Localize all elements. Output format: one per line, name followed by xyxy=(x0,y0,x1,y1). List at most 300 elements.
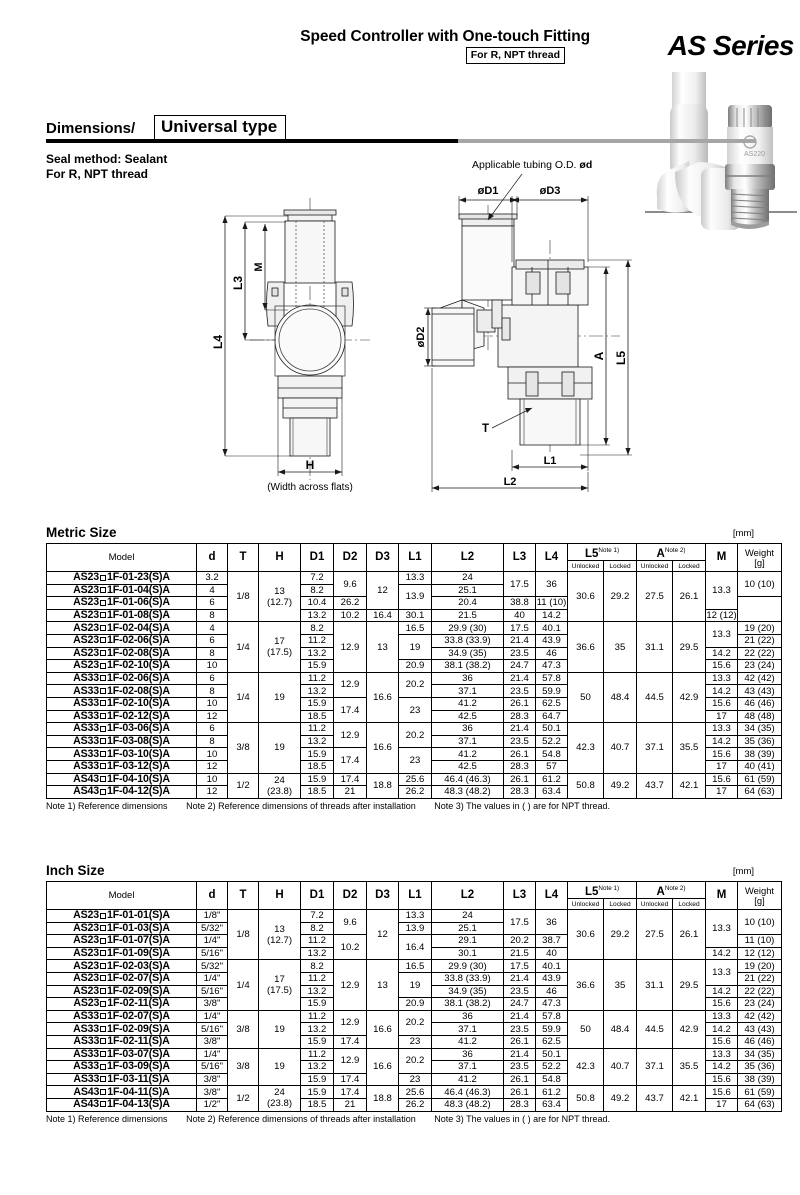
col-H: H xyxy=(259,882,301,910)
D3-cell: 16.6 xyxy=(367,1010,399,1048)
M-cell: 14.2 xyxy=(706,1061,738,1074)
D2-cell: 12.9 xyxy=(334,960,367,1010)
D1-cell: 15.9 xyxy=(301,773,334,786)
L4-cell: 52.2 xyxy=(536,735,568,748)
L5-unlocked-cell: 36.6 xyxy=(568,960,604,1010)
M-cell: 15.6 xyxy=(706,1073,738,1086)
model-cell: AS23 1F-01-01(S)A xyxy=(47,910,197,923)
L4-cell: 62.5 xyxy=(536,697,568,710)
T-cell: 1/8 xyxy=(228,572,259,622)
L2-cell: 41.2 xyxy=(432,1035,504,1048)
col-L5-locked: Locked xyxy=(604,899,637,910)
col-H: H xyxy=(259,544,301,572)
D1-cell: 8.2 xyxy=(301,584,334,597)
L5-locked-cell: 49.2 xyxy=(604,773,637,798)
L5-unlocked-cell: 50.8 xyxy=(568,773,604,798)
L3-cell: 26.1 xyxy=(504,773,536,786)
model-cell: AS23 1F-02-03(S)A xyxy=(47,960,197,973)
L2-cell: 36 xyxy=(432,1048,504,1061)
d-cell: 3/8" xyxy=(197,998,228,1011)
L3-cell: 21.4 xyxy=(504,723,536,736)
svg-text:L5: L5 xyxy=(614,350,628,366)
L5-unlocked-cell: 42.3 xyxy=(568,1048,604,1086)
A-unlocked-cell: 37.1 xyxy=(637,1048,673,1086)
L1-cell: 20.2 xyxy=(399,1048,432,1073)
L2-cell: 30.1 xyxy=(399,609,432,622)
T-cell: 1/2 xyxy=(228,773,259,798)
svg-text:(Width across flats): (Width across flats) xyxy=(267,482,353,493)
model-cell: AS43 1F-04-12(S)A xyxy=(47,786,197,799)
col-weight xyxy=(738,882,782,910)
A-unlocked-cell: 43.7 xyxy=(637,773,673,798)
model-cell: AS33 1F-02-12(S)A xyxy=(47,710,197,723)
thread-type-badge: For R, NPT thread xyxy=(466,47,565,64)
d-cell: 6 xyxy=(197,672,228,685)
seal-method-line1: Seal method: Sealant xyxy=(46,152,168,166)
col-L5-group xyxy=(568,544,637,561)
model-cell: AS23 1F-02-11(S)A xyxy=(47,998,197,1011)
H-cell: 19 xyxy=(259,723,301,773)
L2-cell: 33.8 (33.9) xyxy=(432,634,504,647)
L4-cell: 64.7 xyxy=(536,710,568,723)
L4-cell: 38.7 xyxy=(536,935,568,948)
L3-cell: 23.5 xyxy=(504,985,536,998)
page-title: Speed Controller with One-touch Fitting xyxy=(300,28,590,45)
M-cell: 13.3 xyxy=(706,910,738,948)
H-cell: 19 xyxy=(259,1048,301,1086)
L5-locked-cell: 49.2 xyxy=(604,1086,637,1111)
M-cell: 13.3 xyxy=(706,1010,738,1023)
variant-square-icon xyxy=(100,789,106,795)
note-3: Note 3) The values in ( ) are for NPT thread. xyxy=(434,1113,610,1124)
M-cell: 13.3 xyxy=(706,960,738,985)
L3-cell: 26.1 xyxy=(504,1073,536,1086)
L2-cell: 41.2 xyxy=(432,748,504,761)
L1-cell: 26.2 xyxy=(399,1098,432,1111)
L5-unlocked-cell: 50 xyxy=(568,1010,604,1048)
model-cell: AS23 1F-01-07(S)A xyxy=(47,935,197,948)
col-L1: L1 xyxy=(399,882,432,910)
L2-cell: 37.1 xyxy=(432,735,504,748)
model-cell: AS23 1F-01-03(S)A xyxy=(47,922,197,935)
d-cell: 5/16" xyxy=(197,985,228,998)
D1-cell: 8.2 xyxy=(301,960,334,973)
L5-locked-cell: 29.2 xyxy=(604,910,637,960)
L1-cell: 19 xyxy=(399,972,432,997)
L5-locked-cell: 48.4 xyxy=(604,672,637,722)
L1-cell: 23 xyxy=(399,1035,432,1048)
weight-cell: 11 (10) xyxy=(536,597,567,609)
A-locked-cell: 42.1 xyxy=(673,773,706,798)
variant-square-icon xyxy=(100,913,106,919)
series-suffix: Series xyxy=(712,30,794,61)
col-L3: L3 xyxy=(504,544,536,572)
L3-cell: 21.4 xyxy=(504,1010,536,1023)
inch-dimensions-table xyxy=(46,881,782,1112)
svg-text:L1: L1 xyxy=(543,455,557,467)
metric-dimensions-table xyxy=(46,543,782,799)
A-locked-cell: 42.1 xyxy=(673,1086,706,1111)
table-row xyxy=(47,910,782,923)
L5-unlocked-cell: 36.6 xyxy=(568,622,604,672)
D2-cell: 17.4 xyxy=(334,697,367,722)
svg-text:øD1: øD1 xyxy=(477,185,499,197)
L4-cell: 46 xyxy=(536,985,568,998)
D3-cell: 12 xyxy=(367,910,399,960)
H-cell: 24 (23.8) xyxy=(259,1086,301,1111)
L1-cell: 20.2 xyxy=(399,1010,432,1035)
L1-cell: 13.9 xyxy=(399,922,432,935)
variant-square-icon xyxy=(100,938,106,944)
H-cell: 13 (12.7) xyxy=(259,910,301,960)
d-cell: 12 xyxy=(197,760,228,773)
L2-cell: 38.1 (38.2) xyxy=(432,660,504,673)
L1-cell: 23 xyxy=(399,697,432,722)
L5-unlocked-cell: 50.8 xyxy=(568,1086,604,1111)
L1-cell: 16.4 xyxy=(367,609,399,622)
d-cell: 10 xyxy=(197,697,228,710)
svg-text:L3: L3 xyxy=(231,275,245,291)
T-cell: 3/8 xyxy=(228,1048,259,1086)
L3-cell: 21.4 xyxy=(504,1048,536,1061)
L4-cell: 40 xyxy=(504,609,536,622)
M-cell: 13.3 xyxy=(706,622,738,647)
weight-cell: 21 (22) xyxy=(738,972,782,985)
D3-cell: 12 xyxy=(367,572,399,610)
M-cell: 17 xyxy=(706,710,738,723)
M-cell: 14.2 xyxy=(536,609,568,622)
L5-locked-cell: 35 xyxy=(604,960,637,1010)
col-D1: D1 xyxy=(301,544,334,572)
d-cell: 6 xyxy=(197,723,228,736)
weight-cell: 61 (59) xyxy=(738,1086,782,1099)
col-L5-label: L5 xyxy=(584,885,599,898)
M-cell: 15.6 xyxy=(706,1035,738,1048)
model-cell: AS33 1F-03-09(S)A xyxy=(47,1061,197,1074)
variant-square-icon xyxy=(100,963,106,969)
M-cell: 15.6 xyxy=(706,773,738,786)
D3-cell: 16.6 xyxy=(367,672,399,722)
L3-cell: 26.1 xyxy=(504,748,536,761)
weight-cell: 34 (35) xyxy=(738,723,782,736)
L4-cell: 40.1 xyxy=(536,960,568,973)
svg-text:AS220: AS220 xyxy=(744,151,766,158)
col-L5-note: Note 1) xyxy=(598,884,620,892)
L2-cell: 26.2 xyxy=(334,597,367,610)
D1-cell: 11.2 xyxy=(301,672,334,685)
L4-cell: 50.1 xyxy=(536,723,568,736)
L3-cell: 23.5 xyxy=(504,1023,536,1036)
table-row xyxy=(47,622,782,635)
weight-cell: 46 (46) xyxy=(738,697,782,710)
L3-cell: 21.4 xyxy=(504,972,536,985)
D1-cell: 15.9 xyxy=(301,1086,334,1099)
variant-square-icon xyxy=(100,1101,106,1107)
weight-cell: 10 (10) xyxy=(738,910,782,935)
d-cell: 8 xyxy=(197,609,228,622)
D2-cell: 21 xyxy=(334,786,367,799)
D1-cell: 18.5 xyxy=(301,760,334,773)
col-L5-label: L5 xyxy=(584,547,599,560)
col-L5-unlocked: Unlocked xyxy=(568,899,604,910)
L5-unlocked-cell: 42.3 xyxy=(568,723,604,773)
L3-cell: 28.3 xyxy=(504,710,536,723)
L3-cell: 21.4 xyxy=(504,634,536,647)
L4-cell: 47.3 xyxy=(536,660,568,673)
col-A-label: A xyxy=(656,547,665,560)
D1-cell: 10.4 xyxy=(301,597,334,610)
L2-cell: 37.1 xyxy=(432,685,504,698)
variant-square-icon xyxy=(100,1076,106,1082)
weight-cell: 48 (48) xyxy=(738,710,782,723)
D1-cell: 13.2 xyxy=(301,735,334,748)
table-row xyxy=(47,723,782,736)
A-unlocked-cell: 31.1 xyxy=(637,960,673,1010)
L2-cell: 29.1 xyxy=(432,935,504,948)
L2-cell: 48.3 (48.2) xyxy=(432,786,504,799)
col-weight-unit: [g] xyxy=(754,894,765,906)
weight-cell: 12 (12) xyxy=(706,610,737,622)
L3-cell: 26.1 xyxy=(504,1086,536,1099)
L3-cell: 20.2 xyxy=(504,935,536,948)
svg-text:T: T xyxy=(482,423,490,435)
series-prefix: AS xyxy=(667,30,706,61)
D1-cell: 8.2 xyxy=(301,922,334,935)
D2-cell: 12.9 xyxy=(334,1010,367,1035)
L2-cell: 25.1 xyxy=(432,922,504,935)
L2-cell: 41.2 xyxy=(432,1073,504,1086)
model-cell: AS33 1F-02-10(S)A xyxy=(47,697,197,710)
T-cell: 1/4 xyxy=(228,672,259,722)
D1-cell: 11.2 xyxy=(301,935,334,948)
variant-square-icon xyxy=(100,688,106,694)
weight-cell: 35 (36) xyxy=(738,1061,782,1074)
weight-cell: 38 (39) xyxy=(738,748,782,761)
d-cell: 5/16" xyxy=(197,1061,228,1074)
L2-cell: 38.1 (38.2) xyxy=(432,998,504,1011)
weight-cell: 21 (22) xyxy=(738,634,782,647)
L5-locked-cell: 48.4 xyxy=(604,1010,637,1048)
T-cell: 1/8 xyxy=(228,910,259,960)
variant-square-icon xyxy=(100,600,106,606)
weight-cell: 22 (22) xyxy=(738,647,782,660)
L2-cell: 25.1 xyxy=(432,584,504,597)
model-cell: AS23 1F-01-08(S)A xyxy=(47,609,197,622)
variant-square-icon xyxy=(100,1064,106,1070)
d-cell: 5/32" xyxy=(197,922,228,935)
H-cell: 17 (17.5) xyxy=(259,622,301,672)
L2-cell: 37.1 xyxy=(432,1023,504,1036)
inch-table-body xyxy=(47,910,782,1112)
D1-cell: 18.5 xyxy=(301,1098,334,1111)
L3-cell: 21.5 xyxy=(432,609,504,622)
metric-table-title: Metric Size xyxy=(46,525,117,540)
model-cell: AS23 1F-02-10(S)A xyxy=(47,660,197,673)
table-row xyxy=(47,960,782,973)
L5-unlocked-cell: 50 xyxy=(568,672,604,722)
product-photo xyxy=(645,72,797,237)
L1-cell: 23 xyxy=(399,748,432,773)
svg-text:Applicable tubing O.D. ød: Applicable tubing O.D. ød xyxy=(472,159,593,171)
variant-square-icon xyxy=(100,751,106,757)
variant-square-icon xyxy=(100,1051,106,1057)
L4-cell: 63.4 xyxy=(536,1098,568,1111)
variant-square-icon xyxy=(100,612,106,618)
L4-cell: 54.8 xyxy=(536,1073,568,1086)
variant-square-icon xyxy=(100,1038,106,1044)
col-A-group xyxy=(637,544,706,561)
d-cell: 3/8" xyxy=(197,1073,228,1086)
variant-square-icon xyxy=(100,637,106,643)
metric-table-notes xyxy=(46,801,754,811)
L4-cell: 57 xyxy=(536,760,568,773)
M-cell: 15.6 xyxy=(706,697,738,710)
inch-size-section xyxy=(46,862,775,1124)
A-unlocked-cell: 31.1 xyxy=(637,622,673,672)
D3-cell: 18.8 xyxy=(367,773,399,798)
L1-cell: 20.2 xyxy=(399,672,432,697)
A-locked-cell: 42.9 xyxy=(673,1010,706,1048)
col-D2: D2 xyxy=(334,882,367,910)
L2-cell: 34.9 (35) xyxy=(432,985,504,998)
L1-cell: 16.4 xyxy=(399,935,432,960)
L3-cell: 28.3 xyxy=(504,786,536,799)
model-cell: AS43 1F-04-10(S)A xyxy=(47,773,197,786)
L3-cell: 17.5 xyxy=(504,622,536,635)
weight-cell: 34 (35) xyxy=(738,1048,782,1061)
variant-square-icon xyxy=(100,950,106,956)
svg-text:M: M xyxy=(253,262,265,272)
col-L5-unlocked: Unlocked xyxy=(568,561,604,572)
model-cell: AS23 1F-01-04(S)A xyxy=(47,584,197,597)
seal-method-line2: For R, NPT thread xyxy=(46,167,149,181)
D1-cell: 15.9 xyxy=(301,697,334,710)
L4-cell: 61.2 xyxy=(536,1086,568,1099)
D2-cell: 21 xyxy=(334,1098,367,1111)
D2-cell: 12.9 xyxy=(334,1048,367,1073)
L4-cell: 63.4 xyxy=(536,786,568,799)
D2-cell: 17.4 xyxy=(334,1073,367,1086)
variant-square-icon xyxy=(100,587,106,593)
L4-cell: 59.9 xyxy=(536,685,568,698)
table-row xyxy=(47,672,782,685)
L1-cell: 23 xyxy=(399,1073,432,1086)
weight-cell: 19 (20) xyxy=(738,622,782,635)
L2-cell: 36 xyxy=(432,723,504,736)
col-A-locked: Locked xyxy=(673,561,706,572)
variant-square-icon xyxy=(100,675,106,681)
L1-cell: 26.2 xyxy=(399,786,432,799)
col-A-label: A xyxy=(656,885,665,898)
col-D2: D2 xyxy=(334,544,367,572)
D2-cell: 12.9 xyxy=(334,672,367,697)
d-cell: 8 xyxy=(197,647,228,660)
variant-square-icon xyxy=(100,763,106,769)
d-cell: 1/2" xyxy=(197,1098,228,1111)
d-cell: 1/4" xyxy=(197,1048,228,1061)
d-cell: 6 xyxy=(197,597,228,610)
D1-cell: 13.2 xyxy=(301,1061,334,1074)
model-cell: AS43 1F-04-13(S)A xyxy=(47,1098,197,1111)
L4-cell: 61.2 xyxy=(536,773,568,786)
L4-cell: 47.3 xyxy=(536,998,568,1011)
L3-cell: 21.5 xyxy=(504,947,536,960)
d-cell: 6 xyxy=(197,634,228,647)
model-cell: AS23 1F-02-06(S)A xyxy=(47,634,197,647)
model-cell: AS33 1F-02-08(S)A xyxy=(47,685,197,698)
L1-cell: 25.6 xyxy=(399,773,432,786)
model-cell: AS23 1F-01-06(S)A xyxy=(47,597,197,610)
L4-cell: 36 xyxy=(536,910,568,935)
D2-cell: 9.6 xyxy=(334,910,367,935)
note-2: Note 2) Reference dimensions of threads after installation xyxy=(186,800,416,811)
model-cell: AS33 1F-02-07(S)A xyxy=(47,1010,197,1023)
T-cell: 1/4 xyxy=(228,622,259,672)
svg-text:L4: L4 xyxy=(211,334,225,350)
D2-cell: 17.4 xyxy=(334,748,367,773)
L3-cell: 26.1 xyxy=(504,1035,536,1048)
L4-cell: 52.2 xyxy=(536,1061,568,1074)
weight-cell: 40 (41) xyxy=(738,760,782,773)
svg-text:L2: L2 xyxy=(503,476,517,488)
L3-cell: 23.5 xyxy=(504,1061,536,1074)
weight-cell: 42 (42) xyxy=(738,672,782,685)
L3-cell: 24.7 xyxy=(504,660,536,673)
note-1: Note 1) Reference dimensions xyxy=(46,800,168,811)
D1-cell: 15.9 xyxy=(301,660,334,673)
T-cell: 1/2 xyxy=(228,1086,259,1111)
variant-square-icon xyxy=(100,1001,106,1007)
M-cell: 15.6 xyxy=(706,660,738,673)
M-cell: 13.3 xyxy=(706,723,738,736)
L4-cell: 54.8 xyxy=(536,748,568,761)
weight-cell: 19 (20) xyxy=(738,960,782,973)
col-weight-label: Weight xyxy=(745,547,775,558)
d-cell: 3/8" xyxy=(197,1086,228,1099)
d-cell: 1/4" xyxy=(197,1010,228,1023)
D2-cell: 10.2 xyxy=(334,609,367,622)
col-A-unlocked: Unlocked xyxy=(637,561,673,572)
L3-cell: 17.5 xyxy=(504,960,536,973)
T-cell: 3/8 xyxy=(228,723,259,773)
col-model: Model xyxy=(47,544,197,572)
L4-cell: 43.9 xyxy=(536,972,568,985)
weight-cell: 64 (63) xyxy=(738,1098,782,1111)
L3-cell: 17.5 xyxy=(504,910,536,935)
H-cell: 13 (12.7) xyxy=(259,572,301,622)
D1-cell: 13.2 xyxy=(301,947,334,960)
model-cell: AS33 1F-02-09(S)A xyxy=(47,1023,197,1036)
d-cell: 1/4" xyxy=(197,935,228,948)
series-label xyxy=(668,30,794,62)
M-cell: 14.2 xyxy=(706,647,738,660)
L5-unlocked-cell: 30.6 xyxy=(568,572,604,622)
note-3: Note 3) The values in ( ) are for NPT thread. xyxy=(434,800,610,811)
svg-text:øD2: øD2 xyxy=(415,326,427,348)
d-cell: 12 xyxy=(197,710,228,723)
A-unlocked-cell: 43.7 xyxy=(637,1086,673,1111)
variant-square-icon xyxy=(100,776,106,782)
L4-cell: 50.1 xyxy=(536,1048,568,1061)
variant-square-icon xyxy=(100,713,106,719)
M-cell: 14.2 xyxy=(706,735,738,748)
D1-cell: 13.2 xyxy=(301,609,334,622)
col-L2: L2 xyxy=(432,882,504,910)
table-row xyxy=(47,773,782,786)
d-cell: 1/8" xyxy=(197,910,228,923)
col-weight xyxy=(738,544,782,572)
col-L5-group xyxy=(568,882,637,899)
